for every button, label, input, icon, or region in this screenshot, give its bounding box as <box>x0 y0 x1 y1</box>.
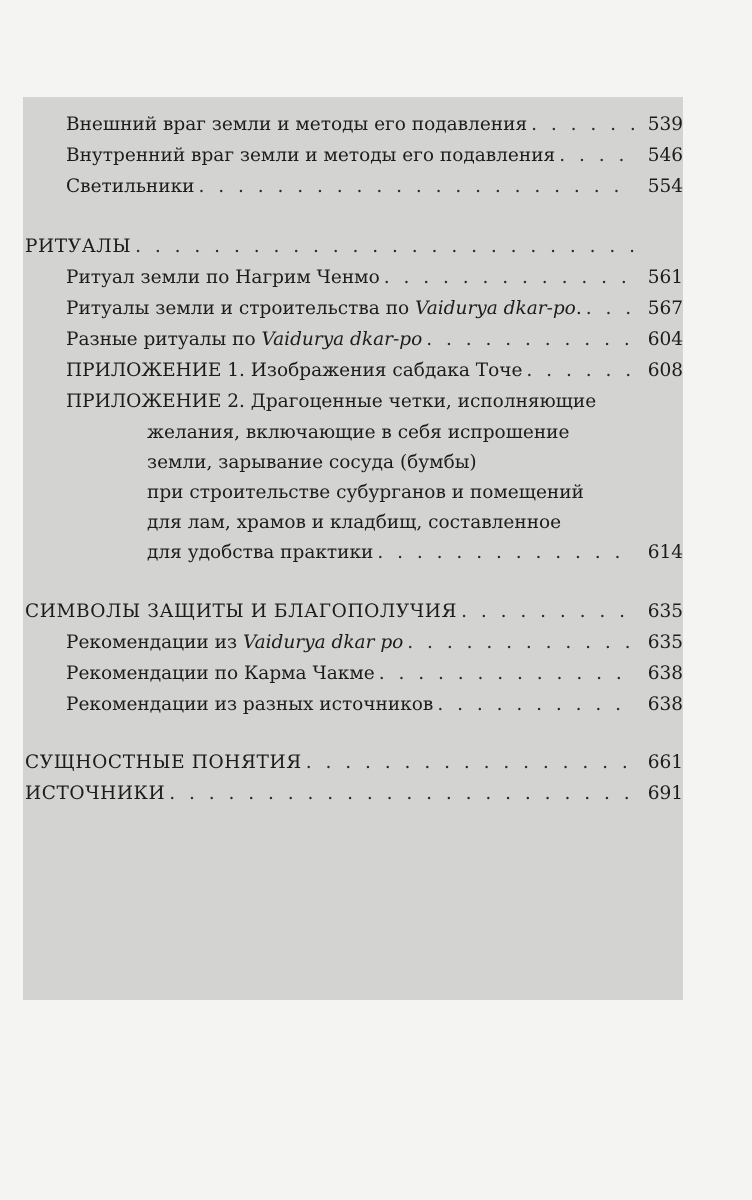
toc-section-rituals[interactable] <box>23 232 683 262</box>
toc-entry-appendix-2-last[interactable] <box>23 538 683 568</box>
toc-page-number: 635 <box>647 632 683 653</box>
toc-leader-dots <box>384 263 635 293</box>
toc-page-number: 608 <box>647 360 683 381</box>
toc-entry-title: Светильники <box>66 176 195 197</box>
toc-page-number: 638 <box>647 663 683 684</box>
toc-entry[interactable] <box>23 294 683 324</box>
toc-leader-dots <box>461 597 635 627</box>
toc-leader-dots <box>531 110 635 140</box>
toc-entry-title: ПРИЛОЖЕНИЕ 2. Драгоценные четки, исполняющие <box>66 391 597 412</box>
toc-entry[interactable] <box>23 690 683 720</box>
toc-entry-title: Ритуал земли по Нагрим Ченмо <box>66 267 380 288</box>
toc-entry-title: для удобства практики <box>147 542 374 563</box>
toc-entry[interactable] <box>23 263 683 293</box>
toc-leader-dots <box>559 141 635 171</box>
toc-leader-dots <box>377 538 635 568</box>
toc-entry-title: ПРИЛОЖЕНИЕ 1. Изображения сабдака Точе <box>66 360 523 381</box>
toc-section-sources[interactable] <box>23 779 683 809</box>
toc-page-number: 567 <box>647 298 683 319</box>
toc-entry[interactable] <box>23 628 683 658</box>
toc-leader-dots <box>135 232 635 262</box>
toc-page-number: 691 <box>647 783 683 804</box>
toc-entry[interactable] <box>23 172 683 202</box>
section-heading: СУЩНОСТНЫЕ ПОНЯТИЯ <box>25 752 302 773</box>
toc-leader-dots <box>426 325 635 355</box>
toc-section-symbols[interactable] <box>23 597 683 627</box>
toc-entry-continuation: желания, включающие в себя испрошение <box>147 422 570 443</box>
italic-title: Vaidurya dkar-po <box>415 298 576 319</box>
toc-leader-dots <box>198 172 635 202</box>
section-heading: РИТУАЛЫ <box>25 236 132 257</box>
toc-entry-title: Внешний враг земли и методы его подавления <box>66 114 528 135</box>
toc-page-number: 614 <box>647 542 683 563</box>
toc-entry-title: Рекомендации из разных источников <box>66 694 434 715</box>
toc-leader-dots <box>379 659 635 689</box>
toc-leader-dots <box>306 748 635 778</box>
section-heading: СИМВОЛЫ ЗАЩИТЫ И БЛАГОПОЛУЧИЯ <box>25 601 458 622</box>
toc-entry[interactable] <box>23 141 683 171</box>
toc-entry-continuation: земли, зарывание сосуда (бумбы) <box>147 452 477 473</box>
toc-entry-title: Ритуалы земли и строительства по Vaidurya dkar-po. <box>66 298 582 319</box>
toc-page-number: 635 <box>647 601 683 622</box>
toc-leader-dots <box>586 294 635 324</box>
toc-leader-dots <box>407 628 635 658</box>
toc-page-number: 554 <box>647 176 683 197</box>
toc-entry[interactable] <box>23 356 683 386</box>
toc-entry-title: Рекомендации из Vaidurya dkar po <box>66 632 404 653</box>
toc-entry-title: Рекомендации по Карма Чакме <box>66 663 375 684</box>
toc-leader-dots <box>437 690 635 720</box>
toc-page-number: 661 <box>647 752 683 773</box>
toc-entry-title: Разные ритуалы по Vaidurya dkar-po <box>66 329 423 350</box>
toc-entry[interactable] <box>23 110 683 140</box>
toc-section-concepts[interactable] <box>23 748 683 778</box>
toc-entry-title: Внутренний враг земли и методы его подавления <box>66 145 556 166</box>
toc-page-number: 539 <box>647 114 683 135</box>
toc-page-number: 546 <box>647 145 683 166</box>
section-heading: ИСТОЧНИКИ <box>25 783 166 804</box>
toc-page-number: 638 <box>647 694 683 715</box>
toc-page-number: 561 <box>647 267 683 288</box>
toc-entry-continuation: для лам, храмов и кладбищ, составленное <box>147 512 562 533</box>
italic-title: Vaidurya dkar-po <box>261 329 423 350</box>
toc-leader-dots <box>169 779 635 809</box>
italic-title: Vaidurya dkar po <box>242 632 404 653</box>
toc-entry-continuation: при строительстве субурганов и помещений <box>147 482 584 503</box>
toc-entry[interactable] <box>23 325 683 355</box>
toc-leader-dots <box>526 356 635 386</box>
toc-page-number: 604 <box>647 329 683 350</box>
toc-entry[interactable] <box>23 659 683 689</box>
toc-entry-appendix-2-line[interactable] <box>23 387 683 417</box>
